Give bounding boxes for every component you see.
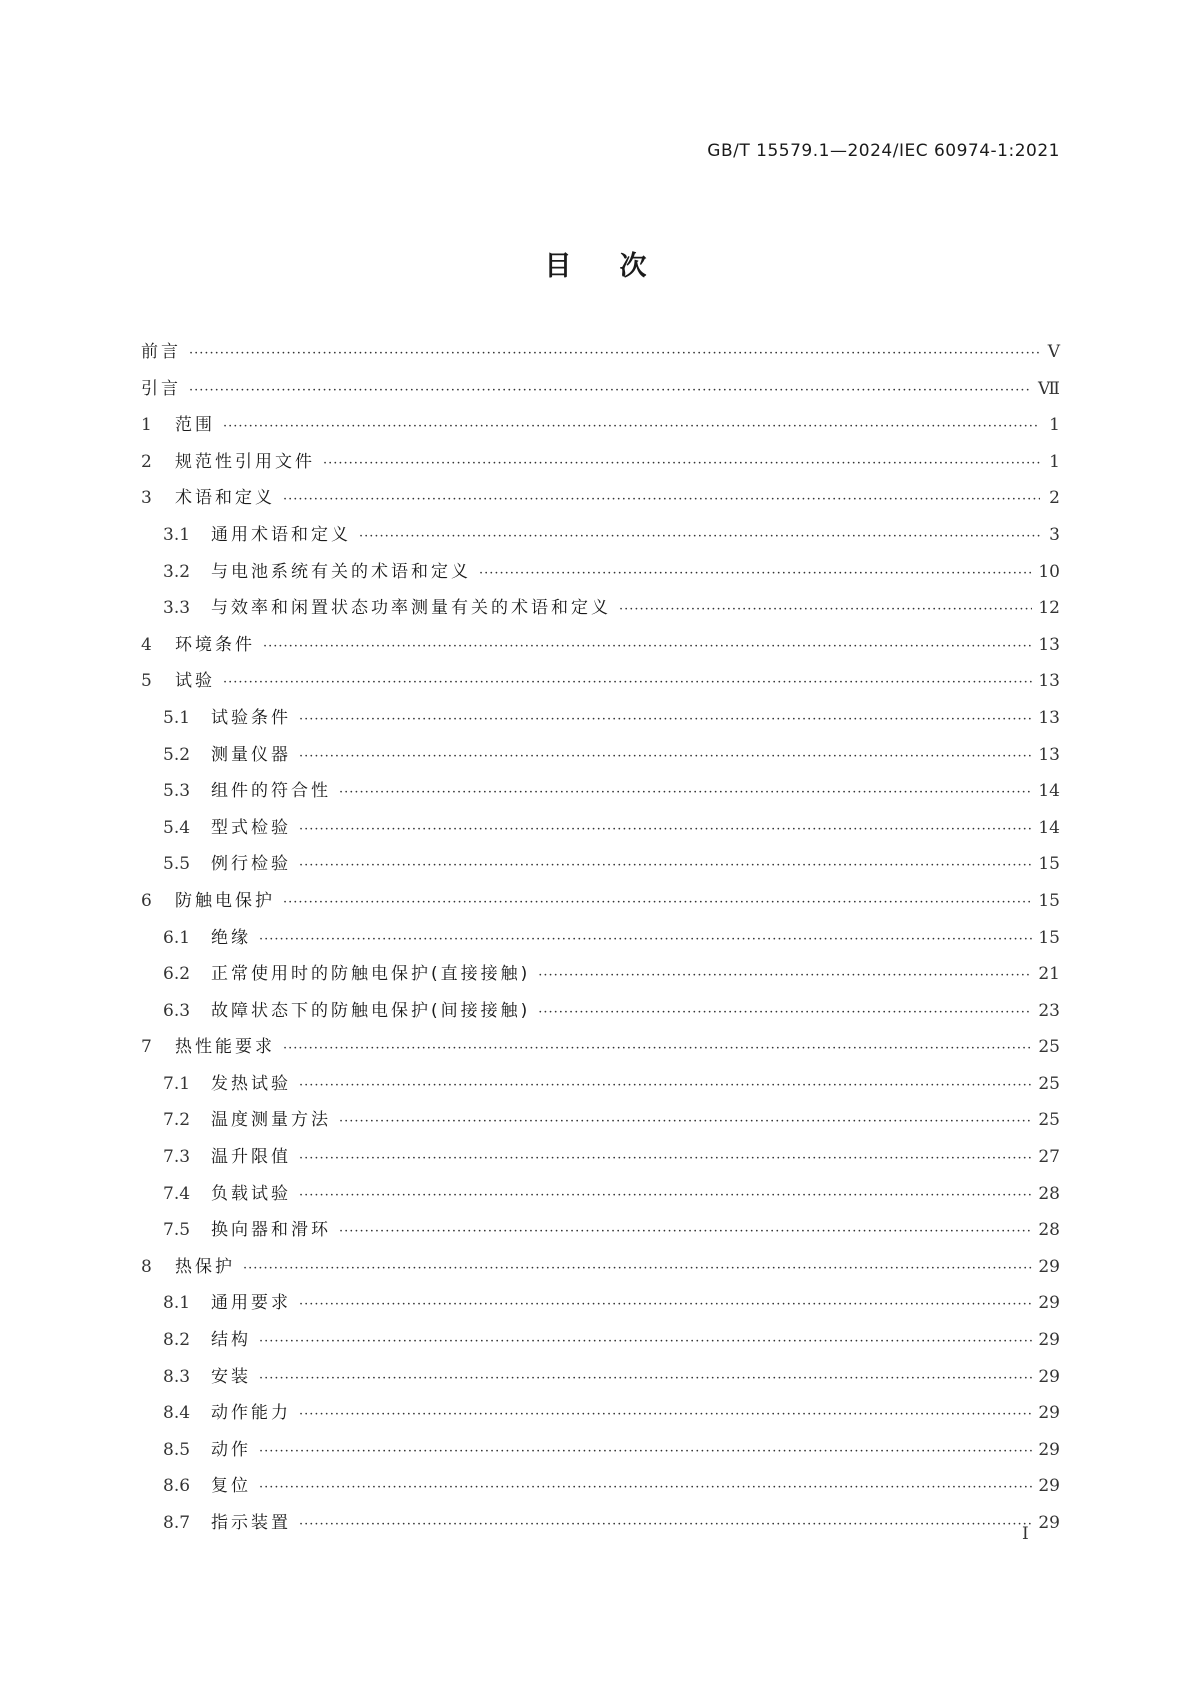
toc-leader-dots [283,1041,1032,1056]
toc-entry[interactable] [141,1069,1060,1106]
toc-entry-page: 29 [1038,1403,1060,1424]
toc-entry-title: 防触电保护 [175,890,275,911]
toc-entry-page: 29 [1038,1513,1060,1533]
toc-entry-page: 14 [1038,781,1060,802]
toc-entry-title: 正常使用时的防触电保护(直接接触) [211,964,531,985]
toc-leader-dots [189,383,1032,398]
toc-entry[interactable] [141,1325,1060,1362]
toc-entry-number: 6.3 [163,1000,191,1021]
toc-entry[interactable] [141,959,1060,996]
toc-entry[interactable] [141,593,1060,630]
toc-entry-number: 7.1 [163,1073,191,1094]
toc-entry[interactable] [141,410,1060,447]
toc-entry-number: 8.5 [163,1439,191,1460]
toc-leader-dots [259,1480,1032,1495]
toc-leader-dots [538,968,1032,983]
toc-entry-page: 21 [1038,964,1060,985]
toc-entry[interactable] [141,374,1060,411]
toc-entry-title: 负载试验 [211,1183,291,1204]
toc-entry[interactable] [141,813,1060,850]
toc-leader-dots [299,712,1032,727]
toc-entry[interactable] [141,630,1060,667]
toc-entry-number: 5.4 [163,817,191,838]
toc-leader-dots [479,566,1032,581]
toc-entry-page: 12 [1038,598,1060,619]
toc-entry-title: 复位 [211,1476,251,1497]
toc-entry[interactable] [141,1215,1060,1252]
toc-leader-dots [299,858,1032,873]
toc-entry[interactable] [141,740,1060,777]
toc-entry-page: 15 [1038,890,1060,911]
toc-entry-number: 8 [141,1256,152,1277]
toc-entry-title: 温升限值 [211,1147,291,1168]
toc-entry-title: 例行检验 [211,854,291,875]
toc-entry-page: 1 [1049,415,1060,436]
toc-entry-title: 热保护 [175,1256,235,1277]
toc-entry-number: 3 [141,488,152,509]
toc-entry[interactable] [141,1471,1060,1508]
toc-entry[interactable] [141,1032,1060,1069]
toc-entry-title: 通用术语和定义 [211,524,351,545]
toc-leader-dots [299,1151,1032,1166]
toc-leader-dots [299,1078,1032,1093]
toc-entry-title: 通用要求 [211,1293,291,1314]
toc-entry-title: 动作能力 [211,1403,291,1424]
toc-entry[interactable] [141,776,1060,813]
toc-leader-dots [223,419,1040,434]
toc-entry-number: 7.3 [163,1147,191,1168]
toc-entry-page: 29 [1038,1256,1060,1277]
toc-entry-number: 8.3 [163,1366,191,1387]
toc-entry-number: 8.4 [163,1403,191,1424]
toc-entry-page: 10 [1038,561,1060,582]
toc-leader-dots [283,492,1040,507]
toc-entry-page: 28 [1038,1220,1060,1241]
toc-entry-title: 动作 [211,1439,251,1460]
toc-entry-title: 组件的符合性 [211,781,331,802]
toc-entry-title: 范围 [175,415,215,436]
toc-entry-title: 规范性引用文件 [175,451,315,472]
toc-entry-title: 与电池系统有关的术语和定义 [211,561,471,582]
page-number: Ⅰ [1022,1524,1029,1544]
toc-entry-title: 试验 [175,671,215,692]
toc-entry-number: 5 [141,671,152,692]
toc-entry-page: 29 [1038,1476,1060,1497]
toc-entry-number: 3.2 [163,561,191,582]
toc-entry[interactable] [141,1288,1060,1325]
toc-entry-number: 8.1 [163,1293,191,1314]
toc-entry[interactable] [141,666,1060,703]
toc-entry-number: 1 [141,415,152,436]
toc-entry-number: 4 [141,634,152,655]
toc-entry-number: 5.5 [163,854,191,875]
toc-entry[interactable] [141,1398,1060,1435]
toc-leader-dots [223,675,1032,690]
toc-entry-page: 13 [1038,671,1060,692]
toc-entry[interactable] [141,520,1060,557]
toc-entry-page: 13 [1038,744,1060,765]
toc-entry-title: 热性能要求 [175,1037,275,1058]
toc-entry[interactable] [141,1252,1060,1289]
toc-entry-number: 5.3 [163,781,191,802]
table-of-contents [141,337,1060,1545]
toc-entry-page: 13 [1038,707,1060,728]
toc-entry-title: 指示装置 [211,1513,291,1533]
toc-entry-title: 环境条件 [175,634,255,655]
toc-entry[interactable] [141,1508,1060,1545]
toc-entry[interactable] [141,996,1060,1033]
toc-entry-page: 29 [1038,1366,1060,1387]
toc-leader-dots [299,822,1032,837]
toc-entry-number: 5.2 [163,744,191,765]
toc-entry[interactable] [141,1142,1060,1179]
toc-leader-dots [283,895,1032,910]
toc-entry-title: 术语和定义 [175,488,275,509]
toc-entry-title: 安装 [211,1366,251,1387]
toc-entry[interactable] [141,557,1060,594]
toc-entry-page: Ⅴ [1047,342,1060,362]
toc-leader-dots [259,1371,1032,1386]
toc-entry-page: 25 [1038,1037,1060,1058]
toc-leader-dots [299,1297,1032,1312]
toc-entry-title: 结构 [211,1330,251,1351]
toc-entry-number: 6.1 [163,927,191,948]
toc-entry[interactable] [141,849,1060,886]
toc-entry-number: 7.5 [163,1220,191,1241]
toc-leader-dots [339,1224,1032,1239]
toc-leader-dots [323,456,1040,471]
toc-leader-dots [299,1407,1032,1422]
toc-entry[interactable] [141,483,1060,520]
toc-entry-title: 与效率和闲置状态功率测量有关的术语和定义 [211,598,611,619]
toc-entry-number: 7.4 [163,1183,191,1204]
toc-leader-dots [339,1114,1032,1129]
toc-entry[interactable] [141,1105,1060,1142]
toc-entry[interactable] [141,447,1060,484]
toc-entry-title: 引言 [141,378,181,399]
toc-entry[interactable] [141,1362,1060,1399]
toc-entry-number: 3.3 [163,598,191,619]
toc-leader-dots [359,529,1040,544]
toc-entry[interactable] [141,1179,1060,1216]
toc-entry-number: 3.1 [163,524,191,545]
toc-entry-title: 换向器和滑环 [211,1220,331,1241]
page-title-char-1: 目 [544,251,572,282]
toc-entry-title: 试验条件 [211,707,291,728]
toc-entry[interactable] [141,337,1060,374]
toc-entry[interactable] [141,923,1060,960]
toc-leader-dots [538,1005,1032,1020]
toc-leader-dots [299,749,1032,764]
toc-entry-number: 2 [141,451,152,472]
toc-entry-number: 6.2 [163,964,191,985]
toc-leader-dots [243,1261,1032,1276]
toc-entry-number: 6 [141,890,152,911]
toc-entry[interactable] [141,703,1060,740]
toc-entry-page: 15 [1038,927,1060,948]
toc-leader-dots [259,1444,1032,1459]
toc-entry-page: 27 [1038,1147,1060,1168]
toc-entry-page: 29 [1038,1330,1060,1351]
toc-entry[interactable] [141,1435,1060,1472]
toc-entry-number: 8.6 [163,1476,191,1497]
toc-leader-dots [299,1517,1032,1532]
toc-entry-title: 温度测量方法 [211,1110,331,1131]
toc-entry-page: 28 [1038,1183,1060,1204]
toc-entry-title: 故障状态下的防触电保护(间接接触) [211,1000,531,1021]
toc-entry-page: 3 [1049,524,1060,545]
toc-entry-title: 发热试验 [211,1073,291,1094]
toc-entry-page: 25 [1038,1073,1060,1094]
standard-number: GB/T 15579.1—2024/IEC 60974-1:2021 [707,141,1060,161]
toc-leader-dots [619,602,1032,617]
toc-entry-number: 7 [141,1037,152,1058]
toc-leader-dots [259,932,1032,947]
toc-entry-page: 1 [1049,451,1060,472]
toc-entry-page: 25 [1038,1110,1060,1131]
toc-entry-number: 8.2 [163,1330,191,1351]
toc-entry-title: 前言 [141,342,181,362]
toc-entry-page: 14 [1038,817,1060,838]
toc-leader-dots [263,639,1032,654]
toc-entry[interactable] [141,886,1060,923]
toc-entry-page: 15 [1038,854,1060,875]
toc-entry-page: 13 [1038,634,1060,655]
toc-entry-page: Ⅶ [1038,378,1060,399]
toc-entry-number: 8.7 [163,1513,191,1533]
toc-leader-dots [339,785,1032,800]
toc-entry-title: 测量仪器 [211,744,291,765]
toc-leader-dots [299,1188,1032,1203]
toc-entry-number: 5.1 [163,707,191,728]
toc-entry-page: 2 [1049,488,1060,509]
toc-entry-number: 7.2 [163,1110,191,1131]
toc-entry-page: 23 [1038,1000,1060,1021]
toc-leader-dots [259,1334,1032,1349]
page-title [0,244,1191,283]
toc-entry-title: 型式检验 [211,817,291,838]
toc-entry-page: 29 [1038,1293,1060,1314]
toc-entry-title: 绝缘 [211,927,251,948]
toc-entry-page: 29 [1038,1439,1060,1460]
toc-leader-dots [189,346,1040,361]
page-title-char-2: 次 [619,251,647,282]
